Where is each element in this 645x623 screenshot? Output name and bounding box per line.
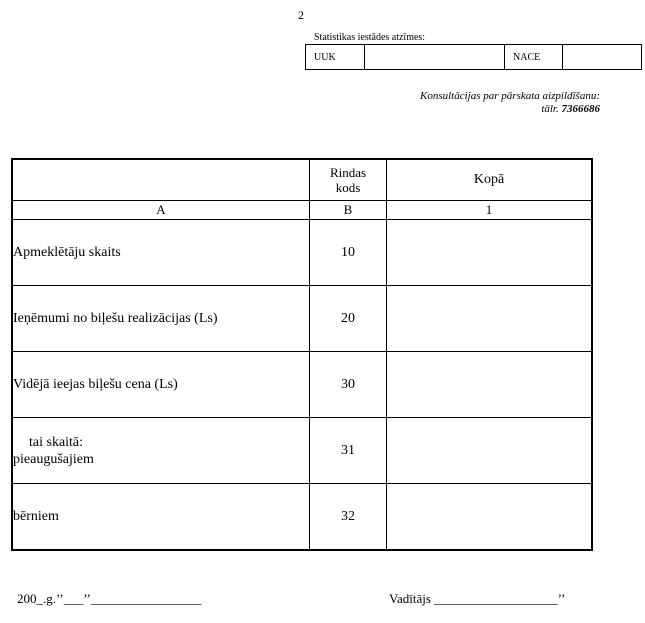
row-value-input[interactable] [387,484,593,551]
row-label: Apmeklētāju skaits [12,220,310,286]
col-b-index: B [310,201,387,220]
date-line[interactable]: 200_.g.’’___’’_________________ [17,591,202,606]
table-row [12,484,592,551]
header-code-label: Rindas kods [329,165,367,195]
col-a-index: A [12,201,310,220]
stat-office-codes [305,44,642,70]
consultation-block [420,90,600,116]
consultation-text: Konsultācijas par pārskata aizpildīšanu: [420,90,600,102]
header-empty-cell [12,159,310,201]
row-code: 30 [310,352,387,418]
consultation-phone-line [420,103,600,116]
row-label: bērniem [12,484,310,551]
row-label [12,418,310,484]
header-code-cell [310,159,387,201]
signature-line[interactable]: Vadītājs ___________________’’ [389,591,566,606]
row-code: 10 [310,220,387,286]
row-label-line2: pieaugušajiem [13,451,94,467]
table-row [12,418,592,484]
header-total-cell [387,159,593,201]
nace-label: NACE [505,45,563,69]
row-label-line1: tai skaitā: [29,434,84,450]
row-value-input[interactable] [387,220,593,286]
row-label: Vidējā ieejas biļešu cena (Ls) [12,352,310,418]
row-code: 20 [310,286,387,352]
row-value-input[interactable] [387,418,593,484]
row-label: Ieņēmumi no biļešu realizācijas (Ls) [12,286,310,352]
uuk-label: UUK [306,45,365,69]
row-code: 32 [310,484,387,551]
table-row [12,220,592,286]
table-index-row [12,201,592,220]
stat-office-label: Statistikas iestādes atzīmes: [314,32,426,43]
page-number: 2 [298,8,304,22]
col-1-index: 1 [387,201,593,220]
nace-field[interactable] [563,45,641,69]
table-row [12,286,592,352]
phone-prefix: tālr. [541,103,559,115]
row-code: 31 [310,418,387,484]
uuk-field[interactable] [365,45,505,69]
phone-number: 7366686 [561,103,600,115]
table-header-row [12,159,592,201]
row-value-input[interactable] [387,286,593,352]
header-total-label: Kopā [473,172,505,187]
table-row [12,352,592,418]
row-value-input[interactable] [387,352,593,418]
report-table [11,158,593,551]
